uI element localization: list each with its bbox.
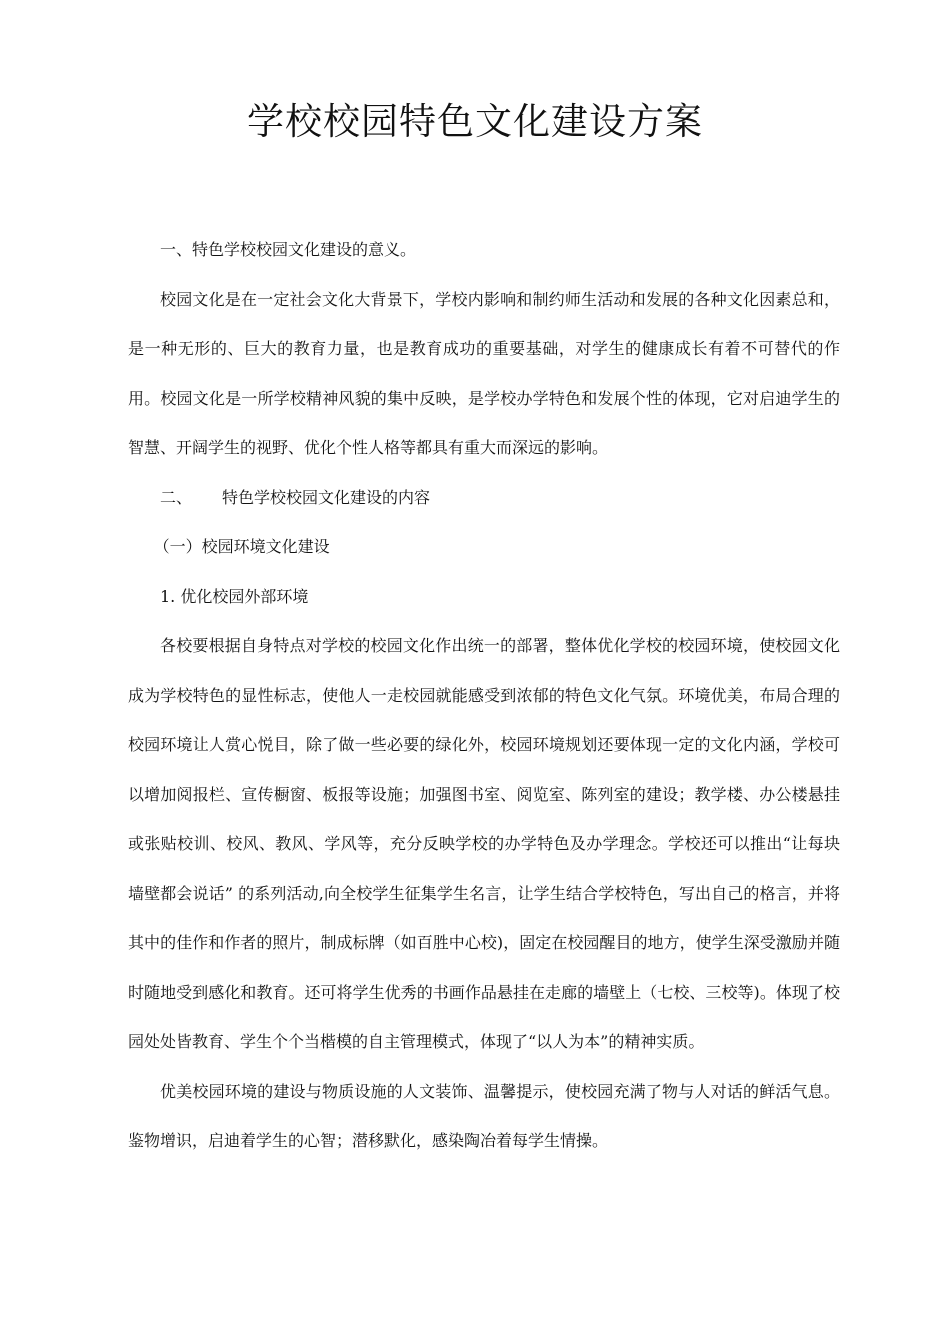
section-2-number: 二、 — [160, 487, 193, 507]
item-1-paragraph-1: 各校要根据自身特点对学校的校园文化作出统一的部署，整体优化学校的校园环境，使校园文化成为学校特色的显性标志，使他人一走校园就能感受到浓郁的特色文化气氛。环境优美，布局合理的校园环境让人赏心悦目，除了做一些必要的绿化外，校园环境规划还要体现一定的文化内涵，学校可以增加阅报栏、宣传橱窗、板报等设施；加强图书室、阅览室、陈列室的建设；教学楼、办公楼悬挂或张贴校训、校风、教风、学风等，充分反映学校的办学特色及办学理念。学校还可以推出“让每块墙壁都会说话” 的系列活动,向全校学生征集学生名言，让学生结合学校特色，写出自己的格言，并将其中的佳作和作者的照片，制成标牌（如百胜中心校)，固定在校园醒目的地方，使学生深受激励并随时随地受到感化和教育。还可将学生优秀的书画作品悬挂在走廊的墙壁上（七校、三校等)。体现了校园处处皆教育、学生个个当楷模的自主管理模式，体现了“以人为本”的精神实质。 — [128, 636, 840, 1051]
document-title: 学校校园特色文化建设方案 — [247, 100, 703, 143]
section-2-title: 特色学校校园文化建设的内容 — [222, 487, 431, 507]
section-1-paragraph: 校园文化是在一定社会文化大背景下，学校内影响和制约师生活动和发展的各种文化因素总和，是一种无形的、巨大的教育力量，也是教育成功的重要基础，对学生的健康成长有着不可替代的作用。校园文化是一所学校精神风貌的集中反映，是学校办学特色和发展个性的体现，它对启迪学生的智慧、开阔学生的视野、优化个性人格等都具有重大而深远的影响。 — [128, 289, 840, 457]
section-1-heading: 一、特色学校校园文化建设的意义。 — [160, 240, 417, 259]
item-1-paragraph-2: 优美校园环境的建设与物质设施的人文装饰、温馨提示，使校园充满了物与人对话的鲜活气息。鉴物增识，启迪着学生的心智；潜移默化，感染陶冶着每学生情操。 — [128, 1081, 840, 1150]
section-2-heading — [128, 473, 840, 523]
subsection-1-heading: （一）校园环境文化建设 — [153, 537, 330, 556]
document-body — [128, 225, 840, 1166]
item-1-heading: 1. 优化校园外部环境 — [160, 586, 309, 606]
